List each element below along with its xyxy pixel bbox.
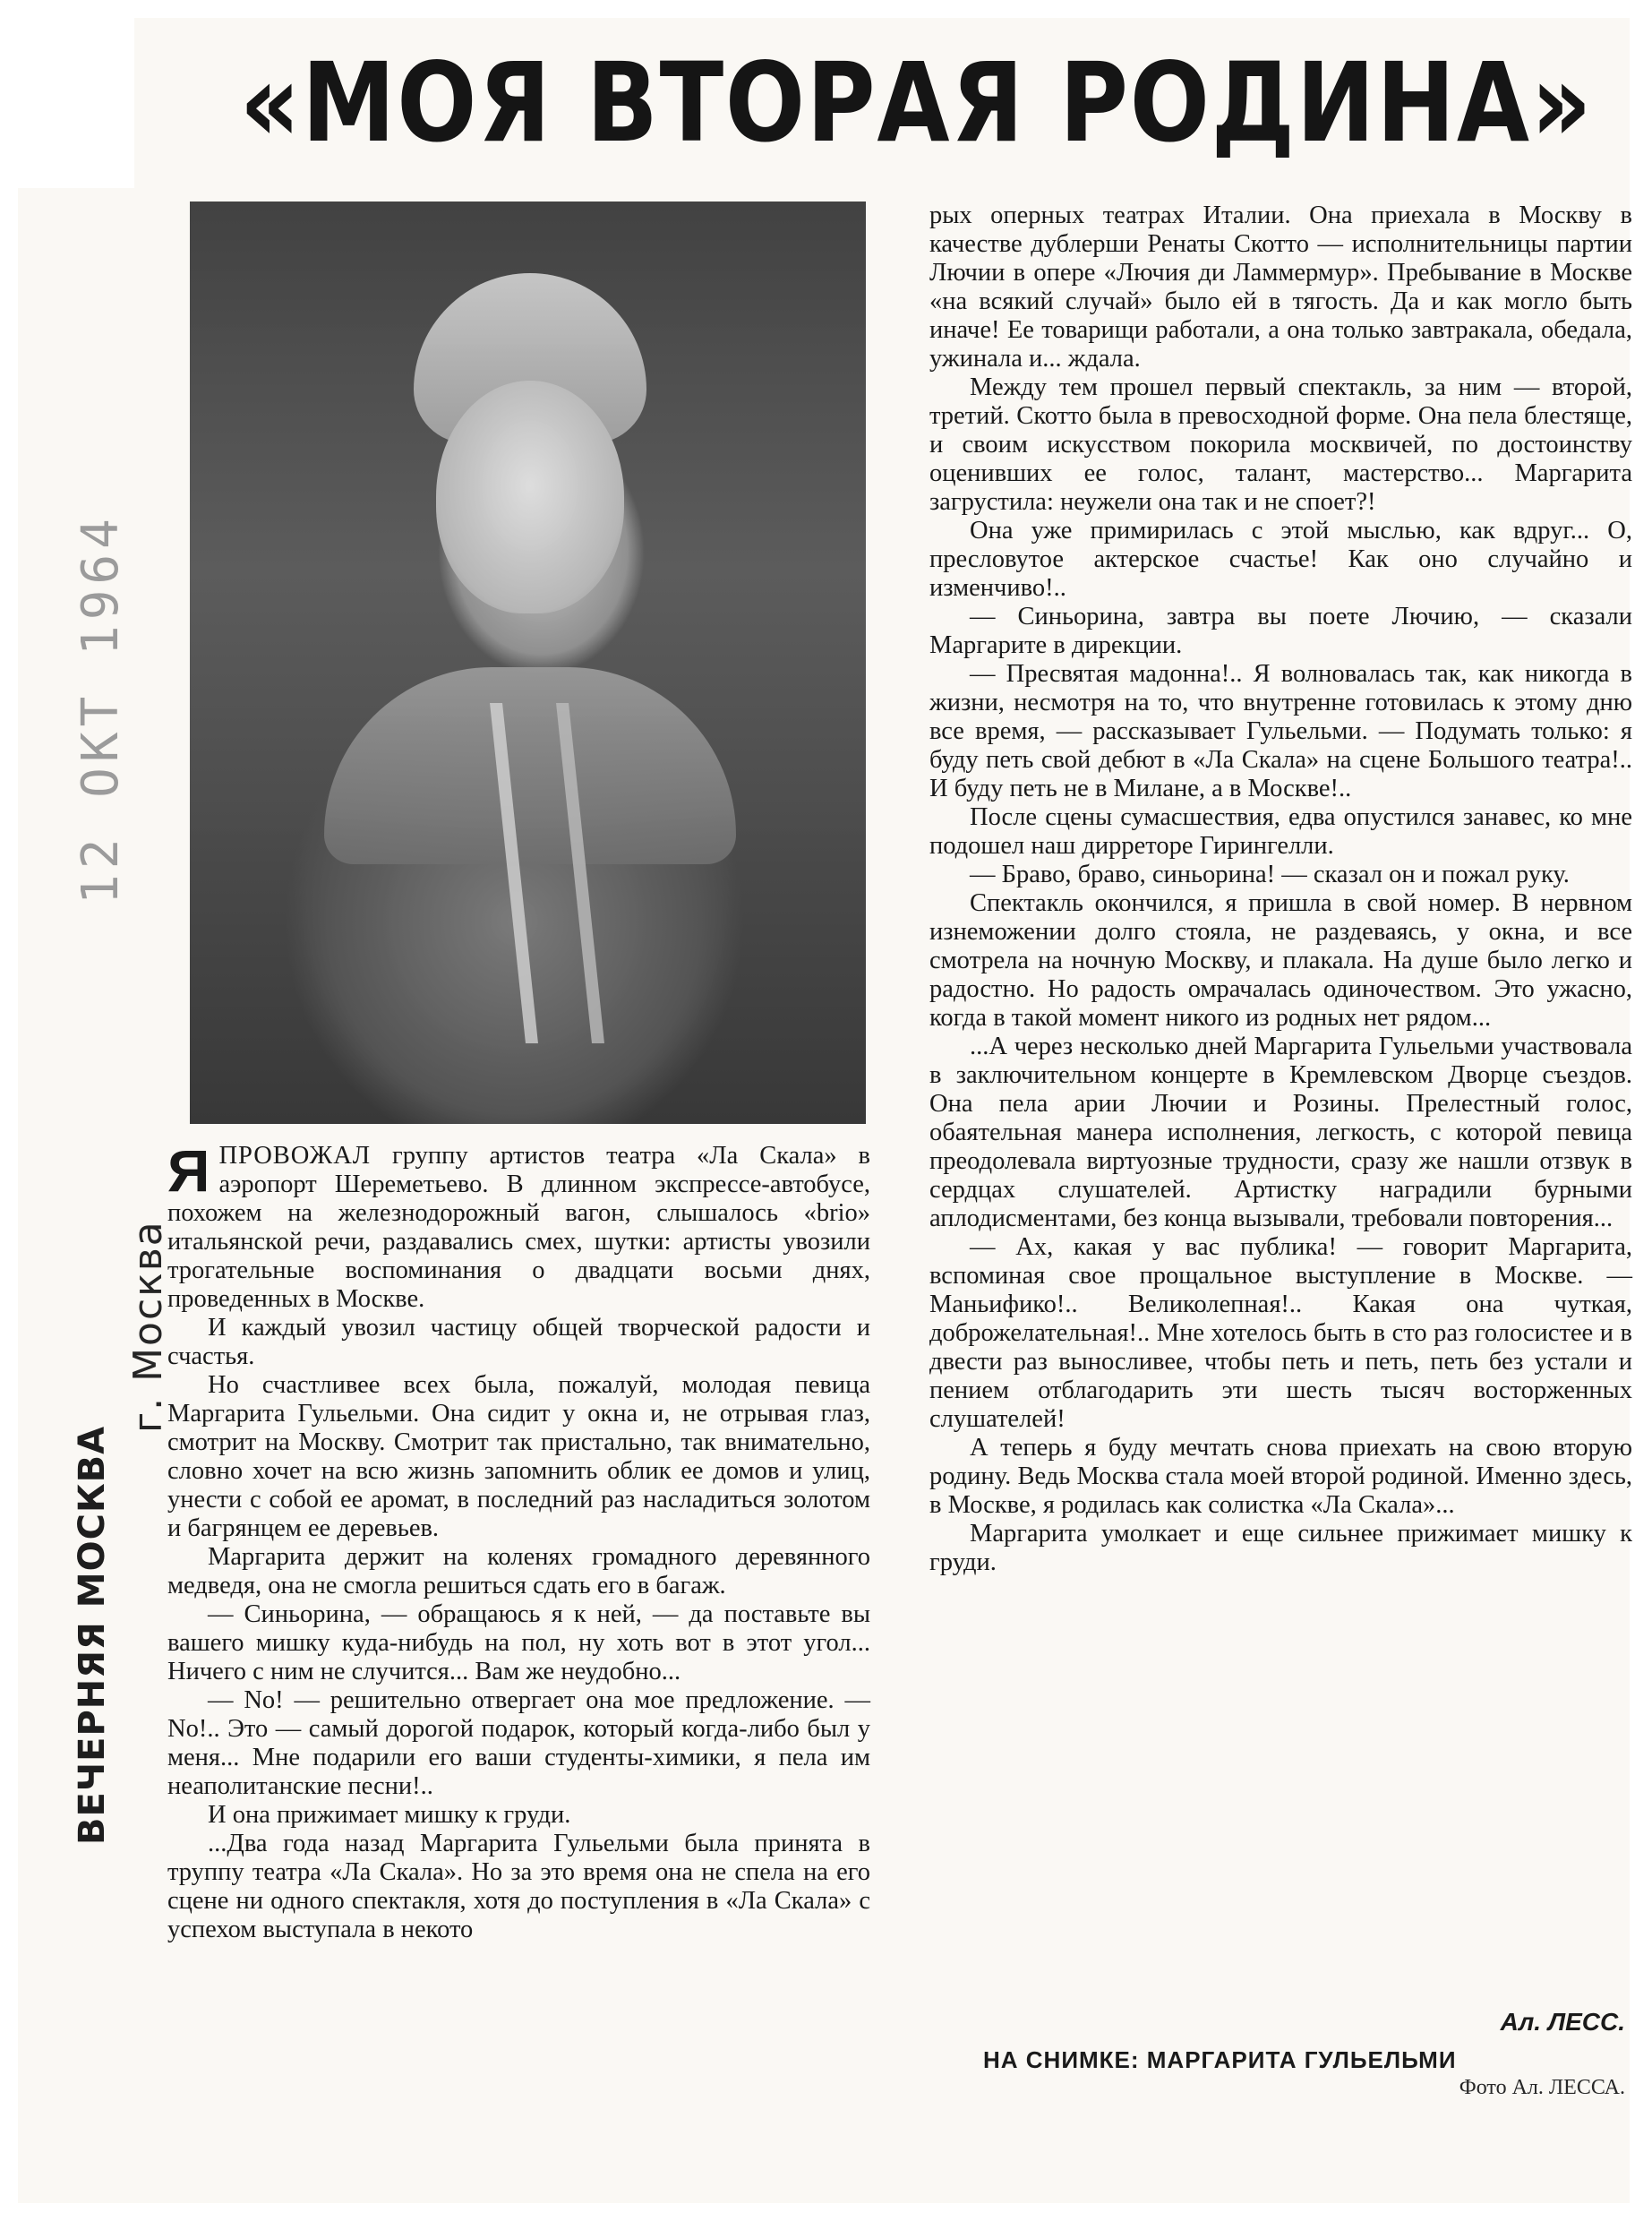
newspaper-stamp: ВЕЧЕРНЯЯ МОСКВА <box>72 1425 113 1845</box>
article-paragraph: Спектакль окончился, я пришла в свой номер. В нервном изнеможении долго стояла, не раздеваясь, у окна, и все смотрела на ночную Москву, и плакала. На душе было легко и радостно. Но радость омрачалась одиночеством. Это ужасно, когда в такой момент никого из родных нет рядом... <box>929 889 1632 1032</box>
city-stamp: г. Москва <box>125 1220 171 1433</box>
article-paragraph: ЯПРОВОЖАЛ группу артистов театра «Ла Скала» в аэропорт Шереметьево. В длинном экспрессе-автобусе, похожем на железнодорожный вагон, слышалось «brio» итальянской речи, раздавались смех, шутки: артисты увозили трогательные воспоминания о двадцати восьми днях, проведенных в Москве. <box>167 1137 870 1313</box>
date-stamp: 12 ОКТ 1964 <box>72 513 130 905</box>
article-paragraph: И каждый увозил частицу общей творческой радости и счастья. <box>167 1314 870 1370</box>
photo-face-shape <box>436 381 624 613</box>
article-paragraph: А теперь я буду мечтать снова приехать на свою вторую родину. Ведь Москва стала моей второй родиной. Именно здесь, в Москве, я родилась как солистка «Ла Скала»... <box>929 1434 1632 1519</box>
article-paragraph: И она прижимает мишку к груди. <box>208 1801 571 1829</box>
article-paragraph: — Пресвятая мадонна!.. Я волновалась так, как никогда в жизни, несмотря на то, что внутренне готовилась к этому дню все время, — рассказывает Гульельми. — Подумать только: я буду петь свой дебют в «Ла Скала» на сцене Большого театра!.. И буду петь не в Милане, а в Москве!.. <box>929 660 1632 802</box>
article-paragraph: Между тем прошел первый спектакль, за ним — второй, третий. Скотто была в превосходной форме. Она пела блестяще, и своим искусством покорила москвичей, по достоинству оценивших ее голос, талант, мастерство... Маргарита загрустила: неужели она так и не споет?! <box>929 373 1632 516</box>
article-paragraph: Она уже примирилась с этой мыслью, как вдруг... О, пресловутое актерское счастье! Как оно случайно и изменчиво!.. <box>929 517 1632 602</box>
photo-caption: НА СНИМКЕ: МАРГАРИТА ГУЛЬЕЛЬМИ <box>983 2046 1457 2073</box>
newspaper-clipping <box>18 18 1630 2203</box>
article-paragraph: Маргарита умолкает и еще сильнее прижимает мишку к груди. <box>929 1520 1632 1576</box>
headline: «МОЯ ВТОРАЯ РОДИНА» <box>239 39 1594 167</box>
article-column-right <box>929 202 1632 1577</box>
article-paragraph: — Синьорина, завтра вы поете Лючию, — сказали Маргарите в дирекции. <box>929 603 1632 659</box>
article-paragraph: — Браво, браво, синьорина! — сказал он и пожал руку. <box>970 861 1570 888</box>
author-signature: Ал. ЛЕСС. <box>1500 2008 1625 2036</box>
portrait-photo <box>190 202 866 1124</box>
drop-cap: Я <box>167 1137 210 1204</box>
article-paragraph: После сцены сумасшествия, едва опустился занавес, ко мне подошел наш дирреторе Гирингелли. <box>929 803 1632 860</box>
photo-credit: Фото Ал. ЛЕССА. <box>1459 2076 1625 2099</box>
article-paragraph: — Ах, какая у вас публика! — говорит Маргарита, вспоминая свое прощальное выступление в Москве. — Маньифико!.. Великолепная!.. Какая она чуткая, доброжелательная!.. Мне хотелось быть в сто раз голосистее и в двести раз выносливее, чтобы петь и петь, петь без устали и пением отблагодарить эти шесть тысяч восторженных слушателей! <box>929 1233 1632 1433</box>
article-paragraph: ...Два года назад Маргарита Гульельми была принята в труппу театра «Ла Скала». Но за это время она не спела на его сцене ни одного спектакля, хотя до поступления в «Ла Скала» с успехом выступала в некото <box>167 1830 870 1943</box>
lead-word: ПРОВОЖАЛ <box>218 1142 372 1170</box>
article-paragraph: ...А через несколько дней Маргарита Гульельми участвовала в заключительном концерте в Кремлевском Дворце съездов. Она пела арии Лючии и Розины. Прелестный голос, обаятельная манера исполнения, легкость, с которой певица преодолевала виртуозные трудности, сразу же нашли отзвук в сердцах слушателей. Артистку наградили бурными аплодисментами, без конца вызывали, требовали повторения... <box>929 1033 1632 1232</box>
article-column-left <box>167 1137 870 1944</box>
article-paragraph: Но счастливее всех была, пожалуй, молодая певица Маргарита Гульельми. Она сидит у окна и, не отрывая глаз, смотрит на Москву. Смотрит так пристально, так внимательно, словно хочет на всю жизнь запомнить облик ее домов и улиц, унести с собой ее аромат, в последний раз насладиться золотом и багрянцем ее деревьев. <box>167 1371 870 1542</box>
article-paragraph: — No! — решительно отвергает она мое предложение. — No!.. Это — самый дорогой подарок, который когда-либо был у меня... Мне подарили его ваши студенты-химики, я пела им неаполитанские песни!.. <box>167 1686 870 1800</box>
article-paragraph: Маргарита держит на коленях громадного деревянного медведя, она не смогла решиться сдать его в багаж. <box>167 1543 870 1599</box>
article-paragraph: рых оперных театрах Италии. Она приехала в Москву в качестве дублерши Ренаты Скотто — исполнительницы партии Лючии в опере «Лючия ди Ламмермур». Пребывание в Москве «на всякий случай» было ей в тягость. Да и как могло быть иначе! Ее товарищи работали, а она только завтракала, обедала, ужинала и... ждала. <box>929 202 1632 373</box>
article-paragraph: — Синьорина, — обращаюсь я к ней, — да поставьте вы вашего мишку куда-нибудь на пол, ну хоть вот в этот угол... Ничего с ним не случится... Вам же неудобно... <box>167 1600 870 1685</box>
